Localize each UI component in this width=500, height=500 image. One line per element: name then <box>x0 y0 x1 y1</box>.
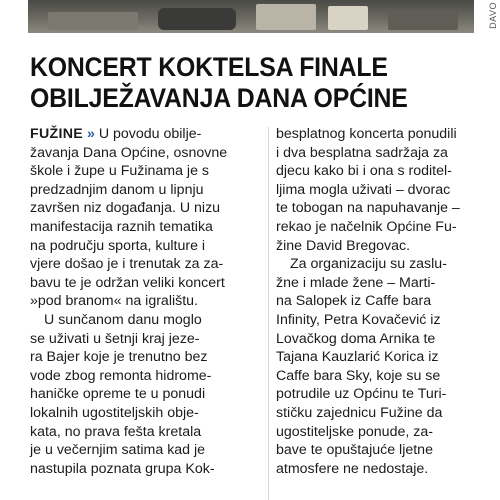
photo-detail <box>328 6 368 30</box>
text-line: vode zbog remonta hidrome- <box>30 367 212 384</box>
text-line: se uživati u šetnji kraj jeze- <box>30 330 200 347</box>
text-line: predzadnjim danom u lipnju <box>30 181 204 198</box>
paragraph <box>30 311 268 478</box>
text-line: ra Bajer koje je trenutno bez <box>30 349 208 366</box>
text-line <box>30 125 268 144</box>
article-column-right <box>276 125 500 478</box>
photo-detail <box>256 4 316 30</box>
text-line: lokalnih ugostiteljskih obje- <box>30 404 199 421</box>
text-line: haničke opreme te u ponudi <box>30 386 206 403</box>
photo-detail <box>158 8 236 30</box>
photo-credit: DAVO <box>488 2 498 29</box>
text-line: Lovačkog doma Arnika te <box>276 330 436 347</box>
text-line: kata, no prava fešta kretala <box>30 423 202 440</box>
photo-detail <box>48 12 138 30</box>
headline-line: KONCERT KOKTELSA FINALE <box>30 52 388 82</box>
text-line: besplatnog koncerta ponudili <box>276 126 457 142</box>
text-line: Za organizaciju su zaslu- <box>290 256 447 273</box>
text-line: vjere došao je i trenutak za za- <box>30 256 224 273</box>
dateline: FUŽINE <box>30 126 84 142</box>
text-line: ugostiteljske ponude, za- <box>276 423 433 440</box>
text-line: žavanja Dana Općine, osnovne <box>30 144 228 161</box>
paragraph <box>276 255 500 478</box>
text-line: Tajana Kauzlarić Korica iz <box>276 349 439 366</box>
text-line: »pod branom« na igralištu. <box>30 293 198 310</box>
article-column-left <box>30 125 268 478</box>
text-line: završen niz događanja. U nizu <box>30 200 221 217</box>
text-line: bave te opuštajuće ljetne <box>276 442 433 459</box>
text-line: ljima mogla uživati – dvorac <box>276 181 451 198</box>
text-line: manifestacija raznih tematika <box>30 218 213 235</box>
text-line: te tobogan na napuhavanje – <box>276 200 460 217</box>
text-line: škole i župe u Fužinama je s <box>30 163 210 180</box>
text-line: stičku zajednicu Fužine da <box>276 404 443 421</box>
column-divider <box>268 127 269 500</box>
text-line: žne i mlade žene – Marti- <box>276 274 436 291</box>
text-line: atmosfere ne nedostaje. <box>276 460 429 477</box>
text-line-rest: U povodu obilje- <box>98 126 202 142</box>
article-photo <box>28 0 474 33</box>
text-line: je u večernjim satima kad je <box>30 442 206 459</box>
text-line: na Salopek iz Caffe bara <box>276 293 432 310</box>
photo-detail <box>388 10 458 30</box>
text-line: U sunčanom danu moglo <box>44 311 202 328</box>
paragraph <box>30 125 268 311</box>
headline-line: OBILJEŽAVANJA DANA OPĆINE <box>30 83 408 113</box>
text-line: Infinity, Petra Kovačević iz <box>276 311 441 328</box>
text-line: na području sporta, kulture i <box>30 237 206 254</box>
text-line: Caffe bara Sky, koje su se <box>276 367 441 384</box>
paragraph <box>276 125 500 255</box>
article-headline <box>30 52 444 114</box>
dateline-arrow-icon: » <box>86 126 95 142</box>
text-line: rekao je načelnik Općine Fu- <box>276 218 457 235</box>
text-line: potrudile uz Općinu te Turi- <box>276 386 447 403</box>
text-line: žine David Bregovac. <box>276 237 411 254</box>
text-line: nastupila poznata grupa Kok- <box>30 460 215 477</box>
text-line: i dva besplatna sadržaja za <box>276 144 448 161</box>
text-line: bavu te je održan veliki koncert <box>30 274 225 291</box>
text-line: djecu kako bi i ona s roditel- <box>276 163 452 180</box>
